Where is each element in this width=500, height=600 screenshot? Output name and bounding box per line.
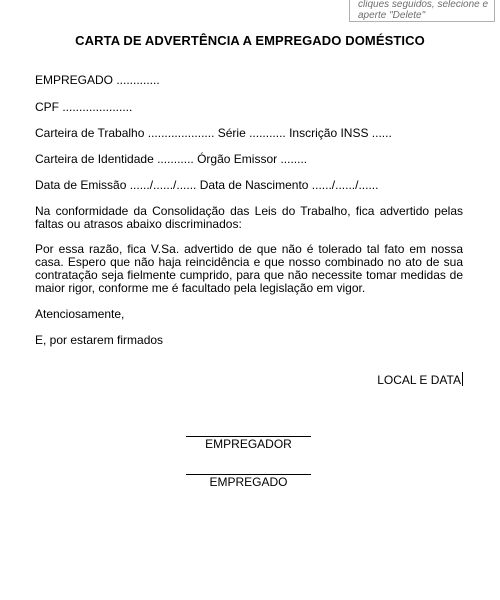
field-carteira-identidade[interactable]: Carteira de Identidade ........... Órgão Emissor ........ bbox=[35, 152, 308, 166]
text-cursor bbox=[462, 372, 463, 386]
hint-text-line-1: cliques seguidos, selecione e bbox=[358, 0, 489, 10]
signature-label-empregado[interactable]: EMPREGADO bbox=[209, 475, 288, 489]
paragraph-advertencia[interactable]: Por essa razão, fica V.Sa. advertido de que não é tolerado tal fato em nossa casa. Espero que não haja reincidência e que nosso combinado no ato de sua contratação seja fielmente cumprido, para que não necessite tomar medidas de maior rigor, conforme me é facultado pela legislação em vigor. bbox=[35, 242, 463, 295]
instruction-hint-box bbox=[349, 0, 495, 22]
field-empregado[interactable]: EMPREGADO ............. bbox=[35, 73, 160, 87]
field-carteira-trabalho[interactable]: Carteira de Trabalho .................... Série ........... Inscrição INSS ...... bbox=[35, 126, 392, 140]
closing-text[interactable]: Atenciosamente, bbox=[35, 307, 125, 321]
field-cpf[interactable]: CPF ..................... bbox=[35, 100, 133, 114]
document-title: CARTA DE ADVERTÊNCIA A EMPREGADO DOMÉSTICO bbox=[75, 33, 425, 48]
hint-text-line-2: aperte "Delete" bbox=[358, 10, 426, 21]
local-data-field[interactable] bbox=[377, 372, 463, 387]
paragraph-conformidade[interactable]: Na conformidade da Consolidação das Leis do Trabalho, fica advertido pelas faltas ou atrasos abaixo discriminados: bbox=[35, 204, 463, 231]
local-data-text: LOCAL E DATA bbox=[377, 373, 461, 387]
signature-label-empregador[interactable]: EMPREGADOR bbox=[205, 437, 292, 451]
field-datas[interactable]: Data de Emissão ....../....../...... Data de Nascimento ....../....../...... bbox=[35, 178, 379, 192]
signature-intro-text[interactable]: E, por estarem firmados bbox=[35, 333, 164, 347]
